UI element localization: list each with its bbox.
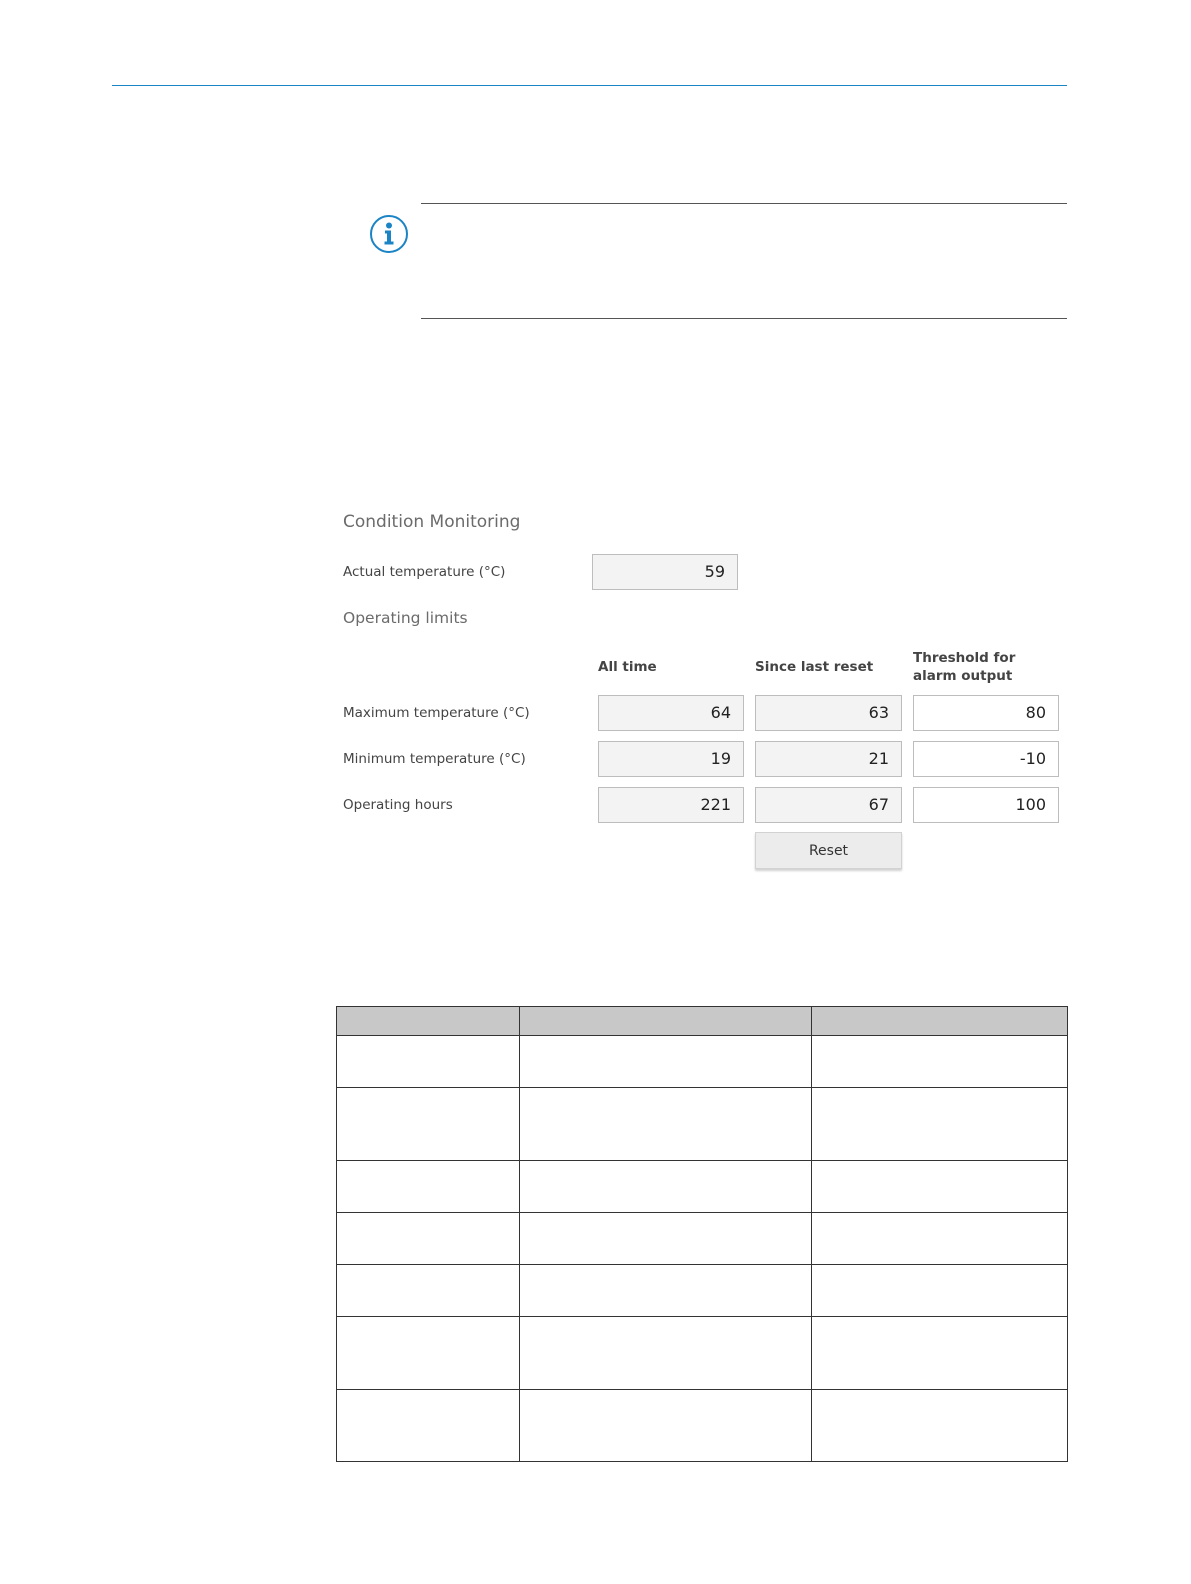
table-cell — [337, 1036, 520, 1088]
max-temperature-all-time: 64 — [598, 695, 744, 731]
table-row — [337, 1265, 1068, 1317]
header-rule — [112, 85, 1067, 86]
column-header-threshold: Threshold for alarm output — [913, 650, 1016, 684]
table-row — [337, 1317, 1068, 1390]
table-cell — [520, 1161, 812, 1213]
max-temperature-threshold-input[interactable]: 80 — [913, 695, 1059, 731]
panel-title: Condition Monitoring — [343, 512, 521, 532]
table-cell — [812, 1317, 1068, 1390]
table-cell — [812, 1088, 1068, 1161]
table-cell — [812, 1161, 1068, 1213]
max-temperature-since-reset: 63 — [755, 695, 902, 731]
operating-hours-since-reset: 67 — [755, 787, 902, 823]
table-cell — [812, 1036, 1068, 1088]
table-cell — [812, 1265, 1068, 1317]
min-temperature-threshold-input[interactable]: -10 — [913, 741, 1059, 777]
table-row — [337, 1390, 1068, 1462]
min-temperature-all-time: 19 — [598, 741, 744, 777]
table-cell — [812, 1390, 1068, 1462]
table-row — [337, 1161, 1068, 1213]
table-cell — [520, 1317, 812, 1390]
max-temperature-label: Maximum temperature (°C) — [343, 705, 530, 721]
note-bottom-rule — [421, 318, 1067, 319]
table-cell — [337, 1390, 520, 1462]
column-header-since-last-reset: Since last reset — [755, 659, 874, 675]
table-cell — [520, 1390, 812, 1462]
operating-hours-label: Operating hours — [343, 797, 453, 813]
table-row — [337, 1088, 1068, 1161]
table-row — [337, 1213, 1068, 1265]
table-cell — [337, 1088, 520, 1161]
table-cell — [520, 1088, 812, 1161]
table-cell — [337, 1213, 520, 1265]
table-header-cell — [520, 1007, 812, 1036]
table-header-cell — [337, 1007, 520, 1036]
actual-temperature-label: Actual temperature (°C) — [343, 564, 506, 580]
operating-hours-all-time: 221 — [598, 787, 744, 823]
table-cell — [520, 1265, 812, 1317]
column-header-all-time: All time — [598, 659, 657, 675]
document-table — [336, 1006, 1068, 1462]
table-cell — [812, 1213, 1068, 1265]
info-icon — [369, 214, 409, 254]
table-row — [337, 1036, 1068, 1088]
table-cell — [520, 1036, 812, 1088]
table-cell — [337, 1161, 520, 1213]
min-temperature-label: Minimum temperature (°C) — [343, 751, 526, 767]
actual-temperature-field: 59 — [592, 554, 738, 590]
table-cell — [337, 1317, 520, 1390]
operating-hours-threshold-input[interactable]: 100 — [913, 787, 1059, 823]
table-cell — [337, 1265, 520, 1317]
reset-button[interactable]: Reset — [755, 832, 902, 869]
operating-limits-title: Operating limits — [343, 609, 468, 627]
table-cell — [520, 1213, 812, 1265]
table-header-cell — [812, 1007, 1068, 1036]
note-top-rule — [421, 203, 1067, 204]
table-header-row — [337, 1007, 1068, 1036]
min-temperature-since-reset: 21 — [755, 741, 902, 777]
